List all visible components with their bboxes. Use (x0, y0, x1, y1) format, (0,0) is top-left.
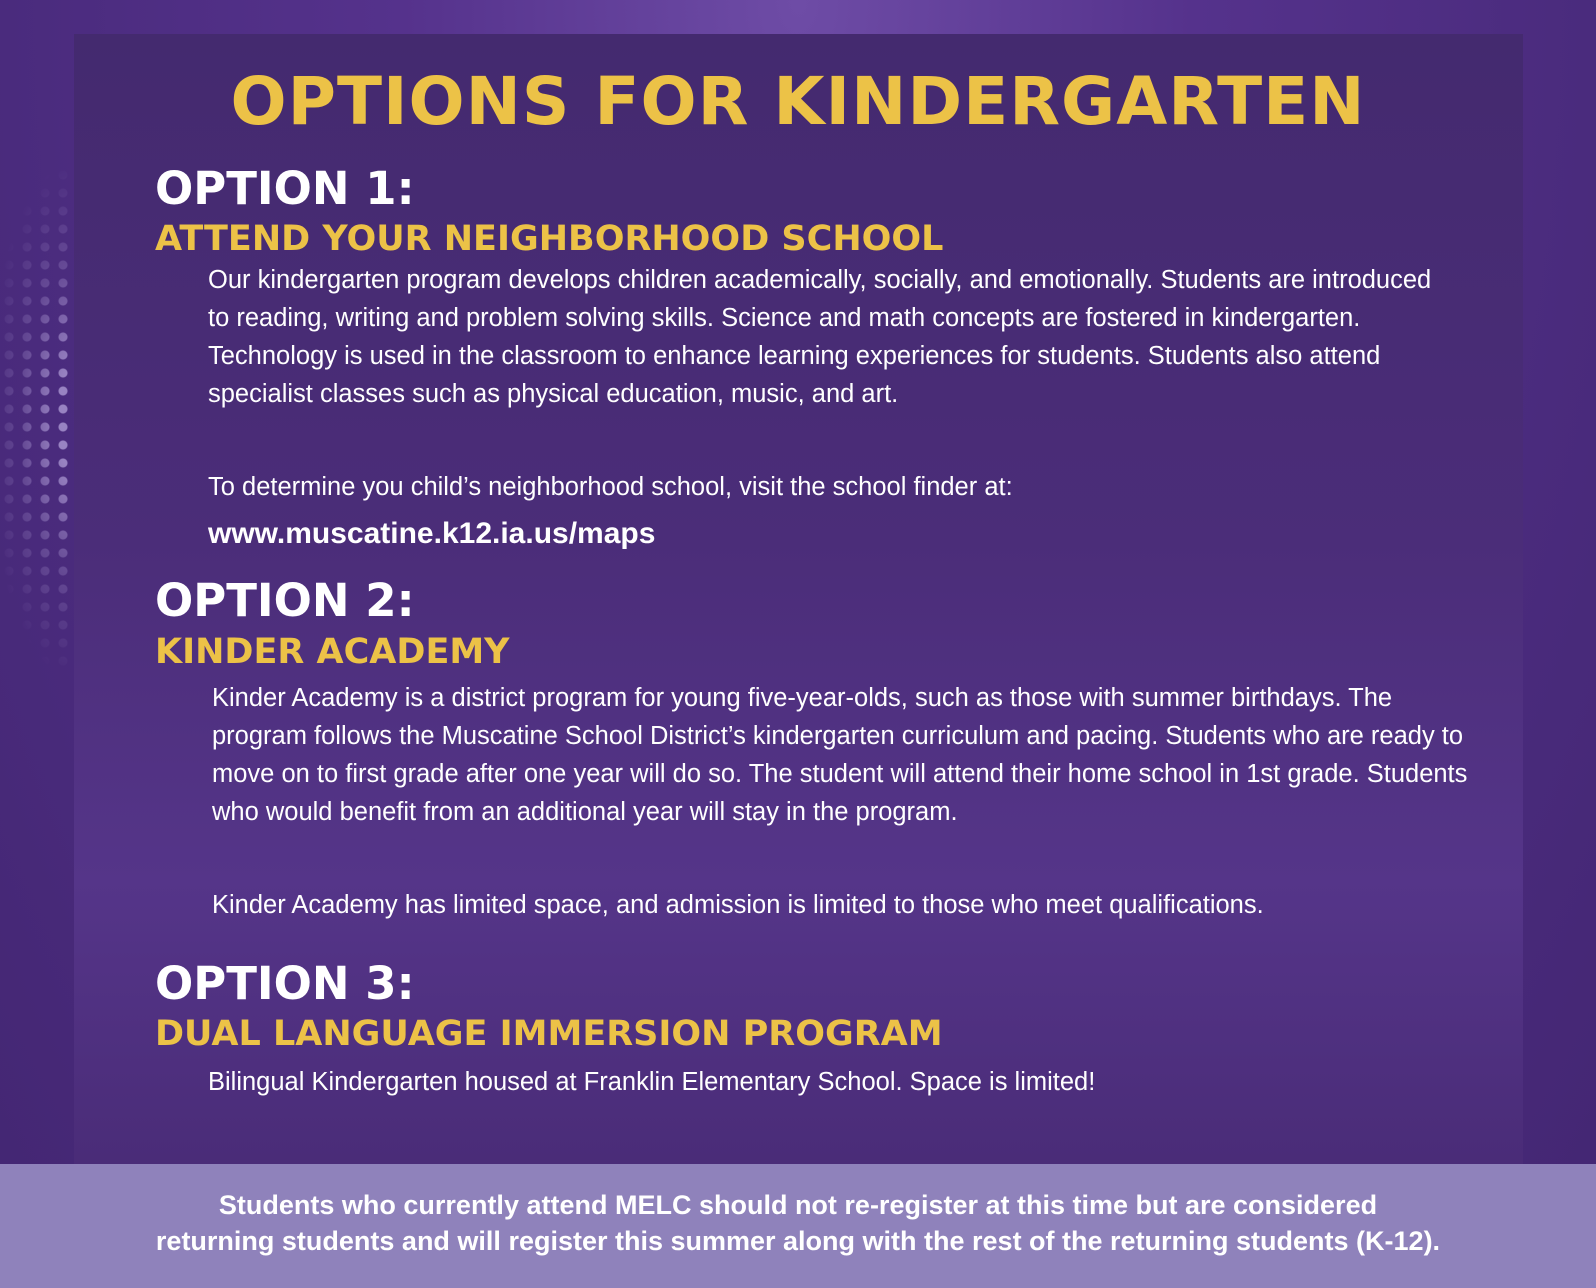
page-title: OPTIONS FOR KINDERGARTEN (230, 63, 1366, 140)
option-2-space-note: Kinder Academy has limited space, and admission is limited to those who meet qualifications. (212, 891, 1264, 919)
option-2-description: Kinder Academy is a district program for young five-year-olds, such as those with summer birthdays. The program follows the Muscatine School District’s kindergarten curriculum and pacing. Students who are ready to move on to first grade after one year will do so. The student will attend their home school in 1st grade. Students who would benefit from an additional year will stay in the program. (212, 684, 1468, 826)
option-3-label: OPTION 3: (155, 957, 415, 1010)
footer-line-2: returning students and will register this summer along with the rest of the returning students (K-12). (155, 1226, 1441, 1256)
option-2-label: OPTION 2: (155, 574, 415, 627)
option-1-label: OPTION 1: (155, 162, 415, 215)
school-finder-link[interactable]: www.muscatine.k12.ia.us/maps (208, 517, 656, 550)
option-1-description: Our kindergarten program develops children academically, socially, and emotionally. Students are introduced to reading, writing and problem solving skills. Science and math concepts are fostered in kindergarten. Technology is used in the classroom to enhance learning experiences for students. Students also attend specialist classes such as physical education, music, and art. (208, 266, 1432, 408)
option-3-subtitle: DUAL LANGUAGE IMMERSION PROGRAM (155, 1014, 943, 1054)
option-2-subtitle: KINDER ACADEMY (155, 632, 510, 672)
footer-note (0, 1187, 1596, 1259)
option-3-description: Bilingual Kindergarten housed at Franklin Elementary School. Space is limited! (208, 1068, 1096, 1096)
option-1-subtitle: ATTEND YOUR NEIGHBORHOOD SCHOOL (155, 219, 944, 259)
footer-line-1: Students who currently attend MELC should not re-register at this time but are considered (218, 1190, 1378, 1220)
option-1-finder-text: To determine you child’s neighborhood school, visit the school finder at: (208, 473, 1013, 501)
